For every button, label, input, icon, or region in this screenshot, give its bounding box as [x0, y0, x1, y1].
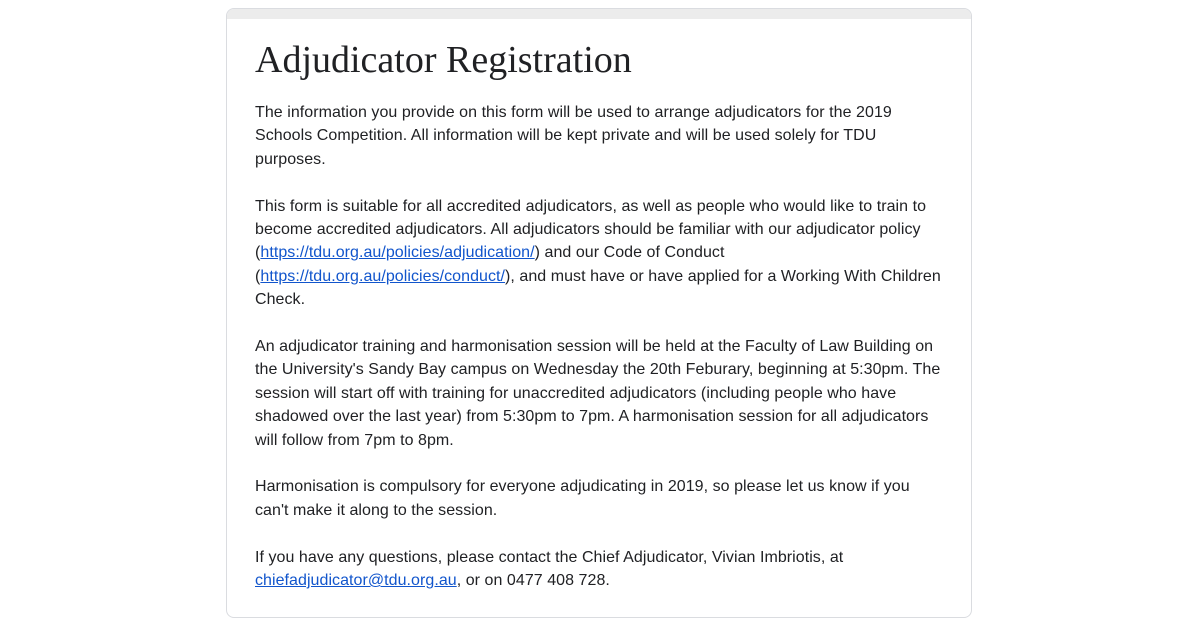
adjudication-policy-link[interactable]: https://tdu.org.au/policies/adjudication/ — [260, 244, 535, 262]
contact-paragraph — [255, 546, 943, 593]
code-of-conduct-link[interactable]: https://tdu.org.au/policies/conduct/ — [260, 267, 506, 285]
intro-paragraph — [255, 101, 943, 171]
chief-adjudicator-email-link[interactable]: chiefadjudicator@tdu.org.au — [255, 572, 457, 590]
eligibility-text-start: This form is suitable for all accredited adjudicators, as well as people who would like to train to become accredited adjudicators. All adjudicators should be familiar with our adjudicator policy ( — [255, 197, 927, 262]
harmonisation-text: Harmonisation is compulsory for everyone adjudicating in 2019, so please let us know if you can't make it along to the session. — [255, 478, 910, 519]
intro-text: The information you provide on this form will be used to arrange adjudicators for the 2019 Schools Competition. All information will be kept private and will be used solely for TDU purposes. — [255, 104, 892, 168]
form-header-card — [226, 8, 972, 618]
form-title: Adjudicator Registration — [255, 39, 632, 81]
harmonisation-paragraph — [255, 475, 943, 522]
card-top-accent — [227, 9, 971, 19]
session-text: An adjudicator training and harmonisation session will be held at the Faculty of Law Building on the University's Sandy Bay campus on Wednesday the 20th Feburary, beginning at 5:30pm. The session will start off with training for unaccredited adjudicators (including people who have shadowed over the last year) from 5:30pm to 7pm. A harmonisation session for all adjudicators will follow from 7pm to 8pm. — [255, 338, 941, 449]
contact-text-start: If you have any questions, please contact the Chief Adjudicator, Vivian Imbriotis, at — [255, 548, 844, 566]
eligibility-text-end: ), and must have or have applied for a Working With Children Check. — [255, 267, 941, 309]
eligibility-paragraph — [255, 195, 943, 312]
form-description — [227, 19, 971, 592]
contact-text-end: , or on 0477 408 728. — [456, 572, 610, 590]
eligibility-text-middle: ) and our Code of Conduct ( — [255, 244, 725, 285]
session-paragraph — [255, 335, 943, 452]
